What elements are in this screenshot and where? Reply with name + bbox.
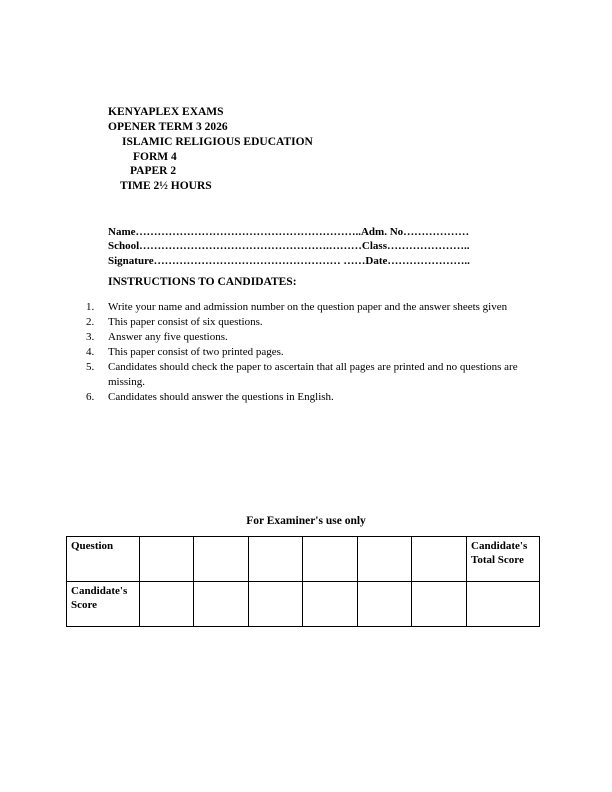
question-number-cell[interactable] [139,537,194,582]
score-cell[interactable] [139,582,194,627]
total-score-cell[interactable] [467,582,540,627]
instruction-text: This paper consist of six questions. [108,316,263,328]
signature-date-field-line[interactable]: Signature…………………………………………… ……Date………………….. [108,255,470,267]
exam-name: OPENER TERM 3 2026 [108,121,228,133]
question-number-cell[interactable] [357,537,412,582]
examiner-caption: For Examiner's use only [246,515,366,527]
instruction-number: 1. [86,301,95,313]
instruction-text: Candidates should answer the questions in English. [108,391,334,403]
instruction-item [86,390,546,405]
table-row [67,582,540,627]
question-header-cell: Question [67,537,140,582]
instruction-text: This paper consist of two printed pages. [108,346,284,358]
candidate-score-header-cell: Candidate's Score [67,582,140,627]
question-number-cell[interactable] [412,537,467,582]
instruction-item [86,300,546,315]
instruction-number: 2. [86,316,95,328]
instruction-number: 3. [86,331,95,343]
instruction-text: Answer any five questions. [108,331,228,343]
score-cell[interactable] [412,582,467,627]
score-cell[interactable] [194,582,249,627]
instruction-item [86,330,546,345]
instruction-item [86,315,546,330]
total-score-header-cell: Candidate's Total Score [467,537,540,582]
table-row [67,537,540,582]
question-number-cell[interactable] [303,537,358,582]
examiner-score-table [66,536,540,627]
instruction-number: 5. [86,361,95,373]
score-cell[interactable] [303,582,358,627]
instruction-number: 6. [86,391,95,403]
subject-name: ISLAMIC RELIGIOUS EDUCATION [122,136,313,148]
score-cell[interactable] [357,582,412,627]
instruction-item [86,360,546,390]
instruction-text: Candidates should check the paper to ascertain that all pages are printed and no questions are missing. [108,361,518,388]
instructions-title: INSTRUCTIONS TO CANDIDATES: [108,276,297,288]
instructions-list [86,300,546,405]
time-label: TIME 2½ HOURS [120,180,212,192]
score-cell[interactable] [248,582,303,627]
paper-label: PAPER 2 [130,165,177,177]
name-adm-field-line[interactable]: Name……………………………………………………..Adm. No……………… [108,226,470,238]
instruction-number: 4. [86,346,95,358]
org-name: KENYAPLEX EXAMS [108,106,224,118]
question-number-cell[interactable] [248,537,303,582]
instruction-item [86,345,546,360]
instruction-text: Write your name and admission number on the question paper and the answer sheets given [108,301,508,313]
form-label: FORM 4 [133,151,177,163]
school-class-field-line[interactable]: School…………………………………………….………Class………………….. [108,240,470,252]
question-number-cell[interactable] [194,537,249,582]
